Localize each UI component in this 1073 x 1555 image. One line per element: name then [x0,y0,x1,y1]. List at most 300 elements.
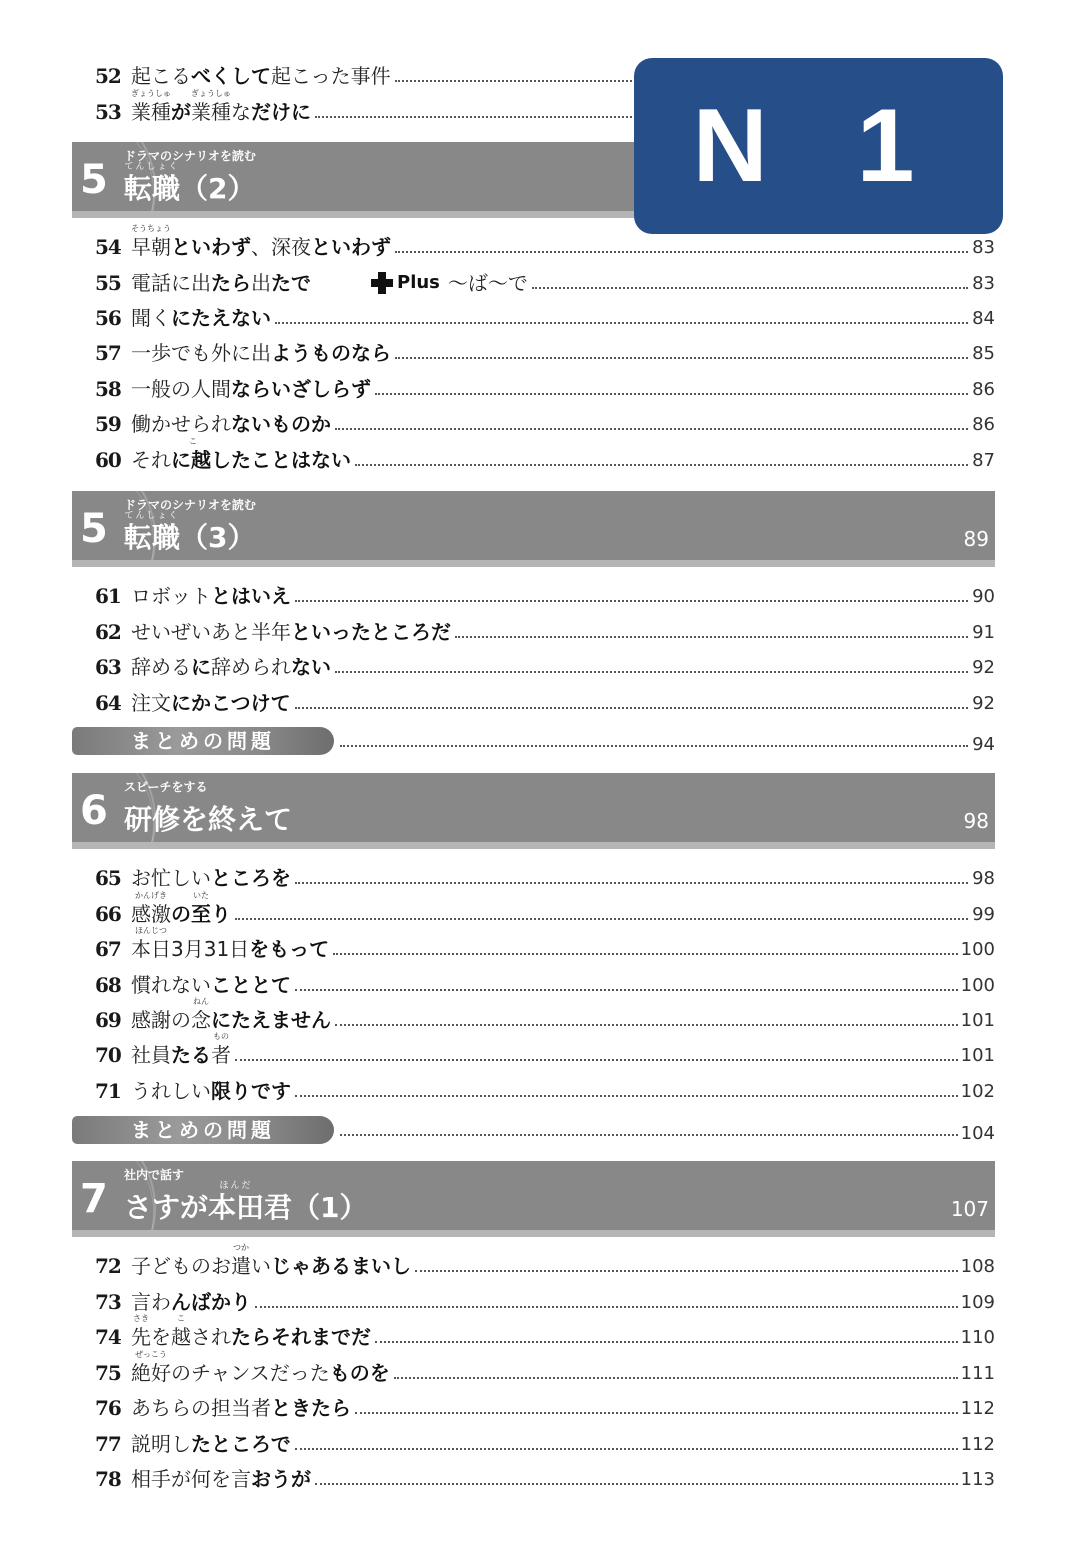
example-text [251,1254,271,1278]
segment-text: （1） [292,1191,368,1224]
grammar-pattern-text [249,937,329,961]
entry-number: 62 [95,620,121,644]
segment-text: 注文 [131,691,171,715]
example-text [131,1432,191,1456]
ruby-reading: てんしょく [124,162,180,172]
segment-text: 念 [191,1008,211,1032]
entry-number: 53 [95,100,121,124]
segment-text: 辞められ [211,655,291,679]
toc-entry[interactable] [95,649,995,679]
example-text [191,997,211,1032]
grammar-pattern-text [211,973,291,997]
entry-title [131,584,291,608]
segment-text: といわず [171,235,251,259]
example-text [131,655,191,679]
chapter-banner[interactable] [72,773,995,849]
entry-title [131,271,528,295]
toc-entry[interactable] [95,437,995,472]
entry-number: 65 [95,866,121,890]
segment-text: たで [271,271,311,295]
grammar-pattern-text [251,100,311,124]
segment-text: たら [211,271,251,295]
segment-text: 本日 [131,937,171,961]
entry-title [131,655,331,679]
entry-number: 69 [95,1008,121,1032]
page-number: 85 [972,343,995,364]
ruby-reading: てんしょく [124,511,180,521]
segment-text: 至 [191,902,211,926]
entry-title [131,437,351,472]
grammar-pattern-text [211,271,251,295]
entry-number: 72 [95,1254,121,1278]
grammar-pattern-text [171,306,271,330]
segment-text: あちらの担当者 [131,1396,271,1420]
example-text [131,1079,211,1103]
toc-entry[interactable] [95,1073,995,1103]
segment-text: 一歩でも外に出 [131,341,271,365]
grammar-pattern-text [271,341,391,365]
plus-note [371,271,528,295]
example-text [211,1032,231,1067]
example-text [171,1314,191,1349]
segment-text: 早朝 [131,235,171,259]
page-number: 83 [972,273,995,294]
toc-entry[interactable] [95,1390,995,1420]
toc-entry[interactable] [95,1461,995,1491]
summary-label: まとめの問題 [72,727,334,755]
example-text [171,1361,330,1385]
segment-text: 聞く [131,306,171,330]
toc-entry[interactable] [95,371,995,401]
grammar-pattern-text [211,1008,331,1032]
segment-text: たらそれまでだ [231,1325,371,1349]
toc-entry[interactable] [95,860,995,890]
example-text [131,620,291,644]
entry-number: 61 [95,584,121,608]
page-number: 91 [972,622,995,643]
page-number: 112 [960,1398,995,1419]
segment-text: 感謝の [131,1008,191,1032]
example-text [264,1191,292,1225]
chapter-subtitle: 社内で話す [124,1168,185,1182]
example-text [251,235,311,259]
segment-text: 研修を終えて [124,803,293,836]
chapter-subtitle: ドラマのシナリオを読む [124,149,256,163]
dotted-leader [395,357,968,359]
chapter-subtitle: ドラマのシナリオを読む [124,498,256,512]
page-number: 108 [960,1256,995,1277]
segment-text: 子どものお [131,1254,231,1278]
plus-pattern: ～ば～で [447,271,528,295]
example-text [131,1314,151,1349]
entry-number: 68 [95,973,121,997]
dotted-leader [333,953,957,955]
entry-number: 76 [95,1396,121,1420]
ruby-reading: かんげき [135,891,167,900]
segment-text: い [251,1254,271,1278]
example-text [180,172,255,206]
example-text [131,64,191,88]
dotted-leader [335,1024,958,1026]
page-number: 92 [972,657,995,678]
dotted-leader [415,1270,958,1272]
example-text [124,1191,208,1225]
entry-title [131,1350,390,1385]
entry-number: 78 [95,1467,121,1491]
summary-label: まとめの問題 [72,1116,334,1144]
entry-number: 56 [95,306,121,330]
segment-text: 、深夜 [251,235,311,259]
dotted-leader [355,1412,958,1414]
segment-text: のチャンスだった [171,1361,330,1385]
chapter-page-number: 89 [963,527,989,551]
grammar-pattern-text [191,891,211,926]
entry-title [131,1396,351,1420]
dotted-leader [355,464,968,466]
entry-title [131,1467,311,1491]
entry-title [131,64,391,88]
example-text [151,1325,171,1349]
dotted-leader [455,636,968,638]
segment-text: ない [291,655,331,679]
entry-title [131,1243,411,1278]
segment-text: 説明し [131,1432,191,1456]
grammar-pattern-text [231,1325,371,1349]
chapter-number: 5 [80,157,108,203]
dotted-leader [394,1377,958,1379]
example-text [131,1350,171,1385]
toc-entry[interactable] [95,997,995,1032]
chapter-banner[interactable] [72,491,995,567]
grammar-pattern-text [271,1254,411,1278]
page-number: 101 [960,1010,995,1031]
segment-text: ようものなら [271,341,391,365]
segment-text: ないものか [231,412,331,436]
segment-text: ところを [211,866,291,890]
segment-text: 転職 [124,172,181,205]
ruby-reading: ほんだ [219,1181,253,1191]
page-number: 92 [972,693,995,714]
chapter-page-number: 98 [963,809,989,833]
segment-text: ときたら [271,1396,351,1420]
dotted-leader [532,287,968,289]
grammar-pattern-text [271,1396,351,1420]
ruby-reading: ぜっこう [135,1350,167,1359]
dotted-leader [375,393,968,395]
segment-text: お忙しい [131,866,211,890]
toc-entry[interactable] [95,265,995,295]
example-text [271,64,391,88]
example-text [131,224,171,259]
entry-title [131,1432,291,1456]
toc-entry[interactable] [95,967,995,997]
entry-number: 60 [95,448,121,472]
segment-text: 遣 [231,1254,251,1278]
grammar-pattern-text [191,655,211,679]
example-text [191,89,231,124]
dotted-leader [315,1483,958,1485]
segment-text: 出 [251,271,271,295]
example-text [131,271,211,295]
banner-stripe [72,560,995,567]
toc-entry[interactable] [95,1350,995,1385]
ruby-reading: こ [177,1314,185,1323]
segment-text: され [191,1325,231,1349]
example-text [124,803,292,837]
segment-text: 君 [264,1191,293,1224]
page-number: 102 [960,1081,995,1102]
segment-text: にたえません [211,1008,331,1032]
entry-number: 58 [95,377,121,401]
ruby-reading: ぎょうしゅ [191,89,231,98]
grammar-pattern-text [211,1079,291,1103]
example-text [131,866,211,890]
dotted-leader [375,1341,958,1343]
segment-text: んばかり [171,1290,251,1314]
chapter-title [124,803,292,837]
grammar-pattern-text [171,1290,251,1314]
grammar-pattern-text [171,902,191,926]
grammar-pattern-text [291,655,331,679]
example-text [292,1191,367,1225]
example-text [208,1181,265,1225]
ruby-reading: ぎょうしゅ [131,89,171,98]
page-number: 99 [972,904,995,925]
toc-entry[interactable] [95,406,995,436]
grammar-pattern-text [231,377,371,401]
dotted-leader [295,600,968,602]
ruby-reading: つか [233,1243,249,1252]
chapter-banner[interactable] [72,1161,995,1237]
dotted-leader [235,1059,958,1061]
grammar-pattern-text [291,620,451,644]
page-number: 109 [960,1292,995,1313]
dotted-leader [295,1095,958,1097]
segment-text: ロボット [131,584,211,608]
ruby-reading: ねん [193,997,209,1006]
segment-text: り [211,902,231,926]
segment-text: 辞める [131,655,191,679]
example-text [131,584,211,608]
segment-text: 業種 [131,100,171,124]
page-number: 101 [960,1045,995,1066]
dotted-leader [295,1448,958,1450]
entry-number: 54 [95,235,121,259]
dotted-leader [235,918,968,920]
plus-label: Plus [397,272,440,293]
segment-text: さすが [124,1191,209,1224]
grammar-pattern-text [311,235,391,259]
segment-text: 起こった事件 [271,64,391,88]
page-number: 84 [972,308,995,329]
entry-number: 74 [95,1325,121,1349]
entry-title [131,1079,291,1103]
page-number: 100 [960,939,995,960]
toc-entry[interactable] [95,1426,995,1456]
chapter-title [124,511,256,555]
segment-text: 越 [171,1325,191,1349]
dotted-leader [275,322,968,324]
segment-text: が [171,100,191,124]
page-number: 86 [972,379,995,400]
ruby-reading: もの [213,1032,229,1041]
example-text [231,1243,251,1278]
entry-title [131,341,391,365]
entry-title [131,224,391,259]
segment-text: 3月31日 [171,937,250,961]
toc-entry[interactable] [95,1032,995,1067]
page-number: 90 [972,586,995,607]
example-text [131,412,231,436]
banner-stripe [72,842,995,849]
grammar-pattern-text [171,691,291,715]
segment-text: それ [131,448,171,472]
entry-title [131,973,291,997]
chapter-subtitle: スピーチをする [124,780,208,794]
toc-entry[interactable] [95,685,995,715]
page-number: 83 [972,237,995,258]
toc-entry[interactable] [95,1243,995,1278]
dotted-leader [395,251,968,253]
entry-title [131,89,311,124]
segment-text: 感激 [131,902,171,926]
entry-title [131,377,371,401]
banner-stripe [72,1230,995,1237]
segment-text: おうが [251,1467,311,1491]
entry-number: 77 [95,1432,121,1456]
segment-text: 社員 [131,1043,171,1067]
page-number: 112 [960,1434,995,1455]
segment-text: といったところだ [291,620,451,644]
entry-title [131,926,330,961]
entry-number: 70 [95,1043,121,1067]
example-text [131,926,171,961]
segment-text: 働かせられ [131,412,231,436]
example-text [211,655,291,679]
segment-text: といわず [311,235,391,259]
example-text [171,937,249,961]
segment-text: 業種 [191,100,231,124]
segment-text: をもって [249,937,330,961]
segment-text: たところで [191,1432,291,1456]
chapter-number: 7 [80,1176,108,1222]
grammar-pattern-text [251,1467,311,1491]
entry-number: 57 [95,341,121,365]
toc-entry[interactable] [95,614,995,644]
segment-text: 先 [131,1325,151,1349]
segment-text: な [231,100,251,124]
segment-text: 者 [211,1043,231,1067]
toc-entry[interactable] [95,926,995,961]
grammar-pattern-text [211,584,291,608]
ruby-reading: ほんじつ [135,926,167,935]
page-number: 104 [960,1122,995,1144]
segment-text: （3） [180,521,256,554]
page-number: 87 [972,450,995,471]
grammar-pattern-text [330,1361,390,1385]
entry-title [131,1290,251,1314]
toc-entry[interactable] [95,300,995,330]
grammar-pattern-text [171,100,191,124]
entry-title [131,866,291,890]
entry-number: 64 [95,691,121,715]
grammar-pattern-text [271,271,311,295]
segment-text: 絶好 [131,1361,171,1385]
entry-number: 75 [95,1361,121,1385]
page-number: 100 [960,975,995,996]
grammar-pattern-text [191,64,271,88]
segment-text: 限りです [211,1079,291,1103]
example-text [131,973,211,997]
dotted-leader [255,1306,958,1308]
chapter-title [124,1181,368,1225]
entry-title [131,891,231,926]
segment-text: べくして [191,64,271,88]
segment-text: たる [171,1043,211,1067]
toc-entry[interactable] [95,1284,995,1314]
entry-number: 66 [95,902,121,926]
example-text [131,1467,251,1491]
entry-title [131,412,331,436]
example-text [131,1043,171,1067]
segment-text: ものを [329,1361,390,1385]
chapter-page-number: 107 [950,1197,989,1221]
chapter-number: 5 [80,506,108,552]
segment-text: こととて [211,973,291,997]
summary-entry[interactable] [72,1115,995,1145]
dotted-leader [295,882,968,884]
summary-entry[interactable] [72,726,995,756]
grammar-pattern-text [171,437,351,472]
example-text [191,1325,231,1349]
grammar-pattern-text [171,235,251,259]
toc-entry[interactable] [95,1314,995,1349]
example-text [251,271,271,295]
segment-text: に [191,655,211,679]
segment-text: せいぜいあと半年 [131,620,291,644]
page-number: 94 [972,733,995,755]
example-text [131,341,271,365]
ruby-reading: こ [189,437,197,446]
entry-number: 55 [95,271,121,295]
toc-entry[interactable] [95,578,995,608]
example-text [231,100,251,124]
entry-number: 59 [95,412,121,436]
segment-text: じゃあるまいし [271,1254,411,1278]
segment-text: うれしい [131,1079,211,1103]
dotted-leader [335,671,968,673]
entry-title [131,306,271,330]
dotted-leader [340,1134,958,1136]
example-text [131,1290,171,1314]
segment-text: 慣れない [131,973,211,997]
toc-entry[interactable] [95,335,995,365]
page-number: 110 [960,1327,995,1348]
entry-number: 73 [95,1290,121,1314]
toc-entry[interactable] [95,891,995,926]
page-number: 113 [960,1469,995,1490]
segment-text: 起こる [131,64,191,88]
segment-text: 相手が何を言 [131,1467,251,1491]
segment-text: 転職 [124,521,181,554]
segment-text: にたえない [171,306,271,330]
example-text [131,306,171,330]
segment-text: 一般の人間 [131,377,231,401]
entry-number: 71 [95,1079,121,1103]
entry-number: 63 [95,655,121,679]
segment-text: に越したことはない [171,448,351,472]
page-number: 86 [972,414,995,435]
